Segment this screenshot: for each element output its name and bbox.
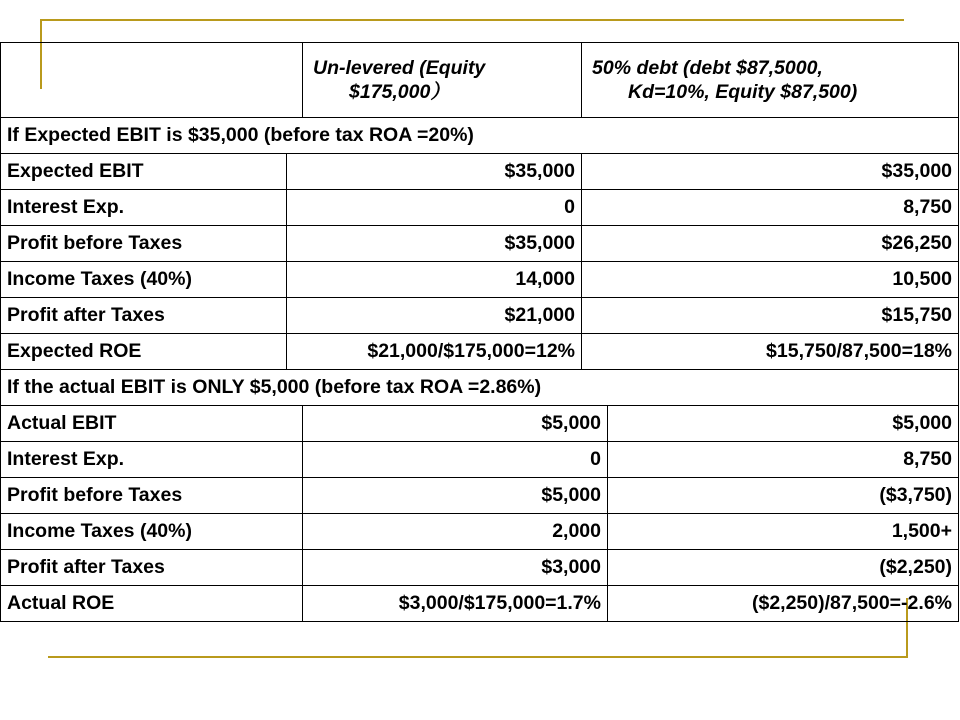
row-unlevered-value: $21,000 — [287, 298, 582, 334]
row-unlevered-value: $5,000 — [303, 406, 608, 442]
row-levered-value: 10,500 — [582, 262, 959, 298]
row-label: Income Taxes (40%) — [1, 262, 287, 298]
leverage-comparison-table — [0, 42, 959, 622]
table-row — [1, 262, 959, 298]
decorative-bottom-line — [48, 656, 908, 658]
table-row — [1, 586, 959, 622]
row-unlevered-value: 0 — [287, 190, 582, 226]
table-row — [1, 154, 959, 190]
table-row — [1, 442, 959, 478]
row-unlevered-value: $21,000/$175,000=12% — [287, 334, 582, 370]
table-row — [1, 514, 959, 550]
section1-title: If Expected EBIT is $35,000 (before tax ROA =20%) — [1, 118, 959, 154]
header-levered — [582, 43, 959, 118]
table-row — [1, 190, 959, 226]
header-unlevered-line1: Un-levered (Equity — [313, 57, 486, 79]
header-unlevered-line2: $175,000） — [349, 81, 450, 103]
row-label: Profit after Taxes — [1, 298, 287, 334]
row-unlevered-value: 2,000 — [303, 514, 608, 550]
row-label: Profit before Taxes — [1, 226, 287, 262]
row-label: Profit before Taxes — [1, 478, 303, 514]
table-row — [1, 406, 959, 442]
row-unlevered-value: $35,000 — [287, 226, 582, 262]
row-levered-value: 1,500+ — [608, 514, 959, 550]
row-label: Income Taxes (40%) — [1, 514, 303, 550]
row-levered-value: 8,750 — [608, 442, 959, 478]
row-levered-value: 8,750 — [582, 190, 959, 226]
row-levered-value: $35,000 — [582, 154, 959, 190]
row-levered-value: $5,000 — [608, 406, 959, 442]
row-label: Actual EBIT — [1, 406, 303, 442]
header-empty-cell — [1, 43, 303, 118]
table-row — [1, 550, 959, 586]
row-label: Interest Exp. — [1, 190, 287, 226]
row-label: Expected EBIT — [1, 154, 287, 190]
row-unlevered-value: 0 — [303, 442, 608, 478]
table-row — [1, 334, 959, 370]
decorative-top-line — [40, 19, 904, 21]
row-label: Interest Exp. — [1, 442, 303, 478]
row-unlevered-value: $35,000 — [287, 154, 582, 190]
row-unlevered-value: $3,000/$175,000=1.7% — [303, 586, 608, 622]
row-label: Profit after Taxes — [1, 550, 303, 586]
row-levered-value: ($3,750) — [608, 478, 959, 514]
row-levered-value: ($2,250) — [608, 550, 959, 586]
header-row — [1, 43, 959, 118]
section2-title: If the actual EBIT is ONLY $5,000 (before tax ROA =2.86%) — [1, 370, 959, 406]
row-unlevered-value: 14,000 — [287, 262, 582, 298]
row-levered-value: ($2,250)/87,500=-2.6% — [608, 586, 959, 622]
section1-title-row — [1, 118, 959, 154]
table-row — [1, 298, 959, 334]
row-unlevered-value: $3,000 — [303, 550, 608, 586]
header-levered-line2: Kd=10%, Equity $87,500) — [628, 81, 858, 103]
row-label: Actual ROE — [1, 586, 303, 622]
row-label: Expected ROE — [1, 334, 287, 370]
row-levered-value: $15,750/87,500=18% — [582, 334, 959, 370]
table-row — [1, 226, 959, 262]
row-levered-value: $15,750 — [582, 298, 959, 334]
header-unlevered — [303, 43, 582, 118]
row-unlevered-value: $5,000 — [303, 478, 608, 514]
header-levered-line1: 50% debt (debt $87,5000, — [592, 57, 823, 79]
table-row — [1, 478, 959, 514]
section2-title-row — [1, 370, 959, 406]
row-levered-value: $26,250 — [582, 226, 959, 262]
